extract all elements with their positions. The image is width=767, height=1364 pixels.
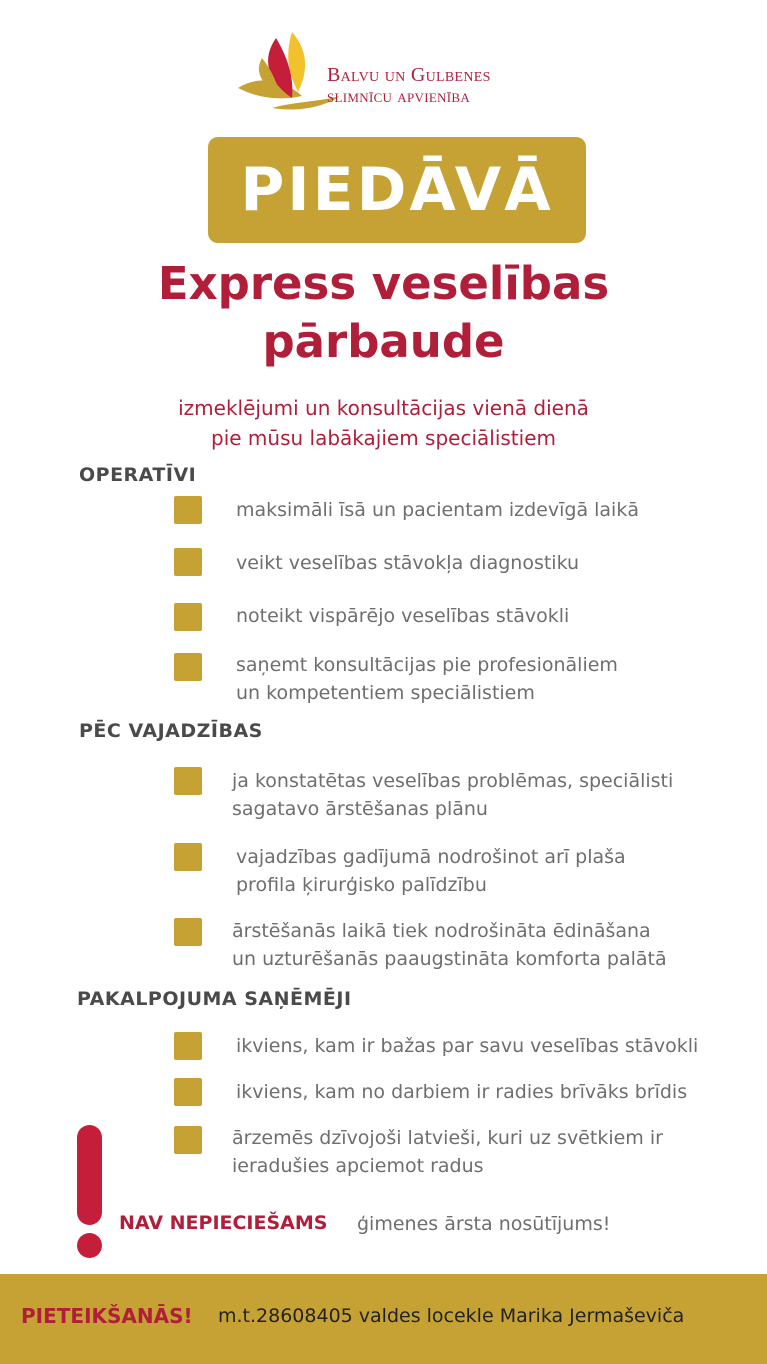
list-item: ja konstatētas veselības problēmas, speciālisti sagatavo ārstēšanas plānu: [232, 770, 674, 820]
exclamation-icon: [77, 1125, 102, 1225]
list-item: noteikt vispārējo veselības stāvokli: [236, 605, 570, 627]
checkbox-icon: [174, 496, 202, 524]
checkbox-icon: [174, 653, 202, 681]
page-title-line2: pārbaude: [262, 315, 505, 368]
checkbox-icon: [174, 767, 202, 795]
section-heading-operativi: OPERATĪVI: [79, 464, 197, 486]
subtitle-line1: izmeklējumi un konsultācijas vienā dienā: [178, 396, 589, 420]
flame-leaf-icon: [232, 28, 342, 114]
logo-line2: slimnīcu apvienība: [327, 86, 471, 107]
list-item: saņemt konsultācijas pie profesionāliem un kompetentiem speciālistiem: [236, 654, 618, 704]
list-item: ārstēšanās laikā tiek nodrošināta ēdināšana un uzturēšanās paaugstināta komforta palātā: [232, 920, 667, 970]
list-item: ikviens, kam no darbiem ir radies brīvāks brīdis: [236, 1081, 688, 1103]
logo-line1: Balvu un Gulbenes: [327, 64, 491, 86]
exclamation-dot-icon: [77, 1233, 102, 1258]
logo-text: [327, 64, 491, 108]
list-item: veikt veselības stāvokļa diagnostiku: [236, 552, 580, 574]
footer-contact: m.t.28608405 valdes locekle Marika Jermaševiča: [218, 1305, 685, 1327]
notice-strong: NAV NEPIECIEŠAMS: [119, 1212, 328, 1234]
checkbox-icon: [174, 918, 202, 946]
subtitle-line2: pie mūsu labākajiem speciālistiem: [211, 426, 556, 450]
section-heading-sanemeji: PAKALPOJUMA SAŅĒMĒJI: [77, 988, 352, 1010]
footer-apply-label: PIETEIKŠANĀS!: [21, 1304, 193, 1328]
checkbox-icon: [174, 1126, 202, 1154]
list-item: vajadzības gadījumā nodrošinot arī plaša profila ķirurģisko palīdzību: [236, 846, 626, 896]
hospital-logo: [232, 28, 562, 114]
list-item: maksimāli īsā un pacientam izdevīgā laikā: [236, 499, 639, 521]
list-item: ārzemēs dzīvojoši latvieši, kuri uz svētkiem ir ieradušies apciemot radus: [232, 1127, 663, 1177]
checkbox-icon: [174, 843, 202, 871]
checkbox-icon: [174, 548, 202, 576]
page-title-line1: Express veselības: [157, 257, 610, 310]
banner-label: PIEDĀVĀ: [240, 155, 554, 225]
notice-text: ģimenes ārsta nosūtījums!: [357, 1213, 611, 1235]
checkbox-icon: [174, 1078, 202, 1106]
list-item: ikviens, kam ir bažas par savu veselības stāvokli: [236, 1035, 699, 1057]
section-heading-pec-vajadzibas: PĒC VAJADZĪBAS: [79, 720, 263, 742]
offer-banner: [208, 137, 586, 243]
checkbox-icon: [174, 603, 202, 631]
checkbox-icon: [174, 1032, 202, 1060]
